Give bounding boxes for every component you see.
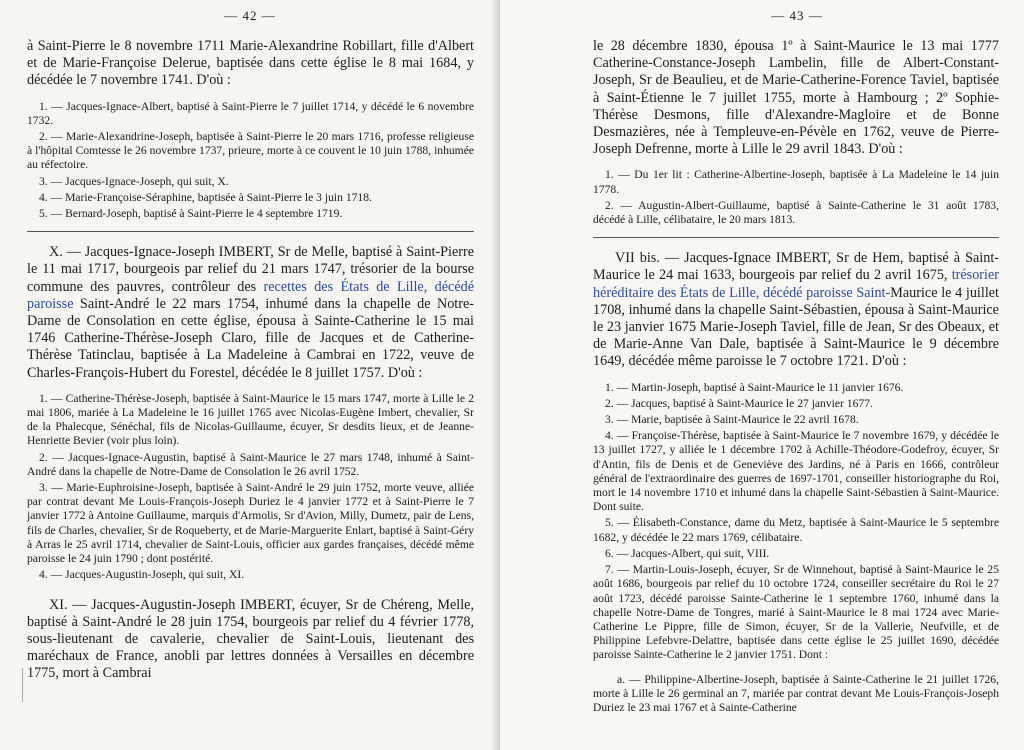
page-number-left: — 42 — [224,8,276,23]
child-entry: 3. — Marie-Euphroisine-Joseph, baptisée à Saint-André le 29 juin 1752, morte veuve, alliée par contrat devant Me Louis-François-Joseph Duriez le 4 janvier 1772 et à Saint-Pierre le 7 janvier 1772 à Antoine Guillaume, marquis d'Armolis, Sr d'Avion, Milly, Dumetz, pair de Lens, fils de Charles, chevalier, Sr de Roqueberty, et de Marie-Marguerite Enlart, baptisé à Saint-Géry à Arras le 25 avril 1714, chevalier de Saint-Louis, officier aux gardes françaises, décédé même paroisse le 24 juin 1790 ; dont postérité. [27,481,474,566]
section-divider [593,237,999,238]
section-xi-paragraph: XI. — Jacques-Augustin-Joseph IMBERT, écuyer, Sr de Chéreng, Melle, baptisé à Saint-André le 28 juin 1754, bourgeois par relief du 4 février 1778, sous-lieutenant de cavalerie, chevalier de Saint-Louis, lieutenant des maréchaux de France, anobli par lettres données à Versailles en décembre 1775, mort à Cambrai [27,596,474,682]
left-page [0,0,500,750]
child-entry: 5. — Élisabeth-Constance, dame du Metz, baptisée à Saint-Maurice le 5 septembre 1682, y décédée le 22 mars 1769, célibataire. [593,516,999,544]
child-entry: 3. — Marie, baptisée à Saint-Maurice le 22 avril 1678. [605,413,859,427]
child-entry: 2. — Jacques, baptisé à Saint-Maurice le 27 janvier 1677. [605,396,873,410]
child-entry: 4. — Jacques-Augustin-Joseph, qui suit, XI. [39,568,245,582]
child-entry: 7. — Martin-Louis-Joseph, écuyer, Sr de Winnehout, baptisé à Saint-Maurice le 25 août 1686, bourgeois par relief du 10 octobre 1724, conseiller secrétaire du Roi le 27 août 1723, décédé paroisse Sainte-Catherine le 1 septembre 1760, inhumé dans la chapelle Notre-Dame de Tongres, marié à Saint-Maurice le 8 mai 1724 avec Marie-Catherine Le Pippre, fille de Simon, écuyer, Sr de la Vallerie, Neufville, et de Philippine Lefebvre-Delattre, baptisée dans cette église le 25 juillet 1690, décédée paroisse Sainte-Catherine le 2 janvier 1751. Dont : [593,563,999,662]
section-vii-highlight: trésorier héréditaire des États de Lille, décédé paroisse Saint- [593,267,999,301]
section-divider [27,231,474,232]
child-entry: 3. — Jacques-Ignace-Joseph, qui suit, X. [39,174,229,188]
section-vii-text: VII bis. — Jacques-Ignace IMBERT, Sr de Hem, baptisé à Saint-Maurice le 24 mai 1633, bourgeois par relief du 2 avril 1675, [593,250,999,284]
child-entry: 2. — Augustin-Albert-Guillaume, baptisé à Sainte-Catherine le 31 août 1783, décédé à Lille, célibataire, le 20 mars 1813. [593,198,999,227]
child-entry: 1. — Martin-Joseph, baptisé à Saint-Maurice le 11 janvier 1676. [605,380,904,394]
child-entry: 2. — Marie-Alexandrine-Joseph, baptisée à Saint-Pierre le 20 mars 1716, professe religieuse à l'hôpital Comtesse le 26 novembre 1737, prieure, morte à ce couvent le 10 juin 1788, inhumée au réfectoire. [27,130,474,172]
right-page-content [593,38,999,715]
page-number-right: — 43 — [771,8,823,23]
section-vii-text-cont: Maurice le 4 juillet 1708, inhumé dans la chapelle Saint-Sébastien, épousa à Saint-Maurice le 23 janvier 1675 Marie-Joseph Taviel, fille de Jean, Sr des Obeaux, et de Marie-Anne Van Dale, baptisée à Saint-Maurice le 9 décembre 1649, décédée même paroisse le 7 octobre 1721. D'où : [593,284,999,370]
right-intro-paragraph: le 28 décembre 1830, épousa 1º à Saint-Maurice le 13 mai 1777 Catherine-Constance-Joseph Lambelin, fille de Albert-Constant-Joseph, Sr de Beaulieu, et de Marie-Catherine-Forence Taviel, baptisée à Saint-Étienne le 7 juillet 1755, morte à Hambourg ; 2º Sophie-Thérèse Desmons, fille d'Alexandre-Magloire et de Bonne Desmazières, née à Templeuve-en-Pévèle en 1762, veuve de Pierre-Joseph Defrenne, morte à Lille le 29 avril 1843. D'où : [593,38,999,158]
child-entry: 2. — Jacques-Ignace-Augustin, baptisé à Saint-Maurice le 27 mars 1748, inhumé à Saint-André dans la chapelle de Notre-Dame de Consolation le 26 avril 1752. [27,450,474,478]
section-x-text: X. — Jacques-Ignace-Joseph IMBERT, Sr de Melle, baptisé à Saint-Pierre le 11 mai 1717, bourgeois par relief du 21 mars 1747, trésorier de la bourse commune des pauvres, contrôleur des [27,244,474,295]
section-x-paragraph [27,244,474,382]
child-entry: 5. — Bernard-Joseph, baptisé à Saint-Pierre le 4 septembre 1719. [39,207,343,221]
right-page [500,0,1024,750]
child-entry: 4. — Françoise-Thérèse, baptisée à Saint-Maurice le 7 novembre 1679, y décédée le 13 juillet 1727, y alliée le 1 décembre 1702 à Achille-Théodore-Godefroy, écuyer, Sr d'Antin, fils de Denis et de Geneviève des Jardins, né à Paris en 1666, contrôleur général de l'extraordinaire des guerres de 1697-1701, conseiller historiographe du Roi, mort le 14 novembre 1710 et inhumé dans la chapelle Saint-Sébastien à Saint-Maurice. Dont suite. [593,429,999,514]
child-entry: 4. — Marie-Françoise-Séraphine, baptisée à Saint-Pierre le 3 juin 1718. [39,190,372,204]
left-intro-paragraph: à Saint-Pierre le 8 novembre 1711 Marie-Alexandrine Robillart, fille d'Albert et de Marie-Françoise Delerue, baptisée dans cette église le 8 mai 1684, y décédée le 7 novembre 1741. D'où : [27,38,474,89]
section-vii-bis-paragraph [593,250,999,370]
sub-entry: a. — Philippine-Albertine-Joseph, baptisée à Sainte-Catherine le 21 juillet 1726, morte à Lille le 26 germinal an 7, mariée par contrat devant Me Louis-François-Joseph Duriez le 23 mai 1767 et à Sainte-Catherine [593,672,999,714]
child-entry: 1. — Catherine-Thérèse-Joseph, baptisée à Saint-Maurice le 15 mars 1747, morte à Lille le 2 mai 1806, mariée à La Madeleine le 16 juillet 1765 avec Nicolas-Eugène Imbert, chevalier, Sr de la Phalecque, Sénéchal, fils de Nicolas-Guillaume, écuyer, Sr desdits lieux, et de Jeanne-Henriette Bevier (voir plus loin). [27,391,474,448]
pencil-mark [22,668,26,702]
child-entry: 6. — Jacques-Albert, qui suit, VIII. [605,546,770,560]
section-x-text-cont: Saint-André le 22 mars 1754, inhumé dans la chapelle de Notre-Dame de Consolation en cette église, épousa à Sainte-Catherine le 15 mai 1746 Catherine-Thérèse-Joseph Claro, fille de Jacques et de Catherine-Thérèse Tatinclau, baptisée à La Madeleine à Cambrai en 1722, veuve de Charles-François-Hubert du Forestel, décédée le 8 juillet 1757. D'où : [27,295,474,381]
child-entry: 1. — Jacques-Ignace-Albert, baptisé à Saint-Pierre le 7 juillet 1714, y décédé le 6 novembre 1732. [27,99,474,127]
left-page-content [27,38,474,683]
section-x-highlight: recettes des États de Lille, décédé paroisse [27,278,475,312]
child-entry: 1. — Du 1er lit : Catherine-Albertine-Joseph, baptisée à La Madeleine le 14 juin 1778. [593,168,999,196]
